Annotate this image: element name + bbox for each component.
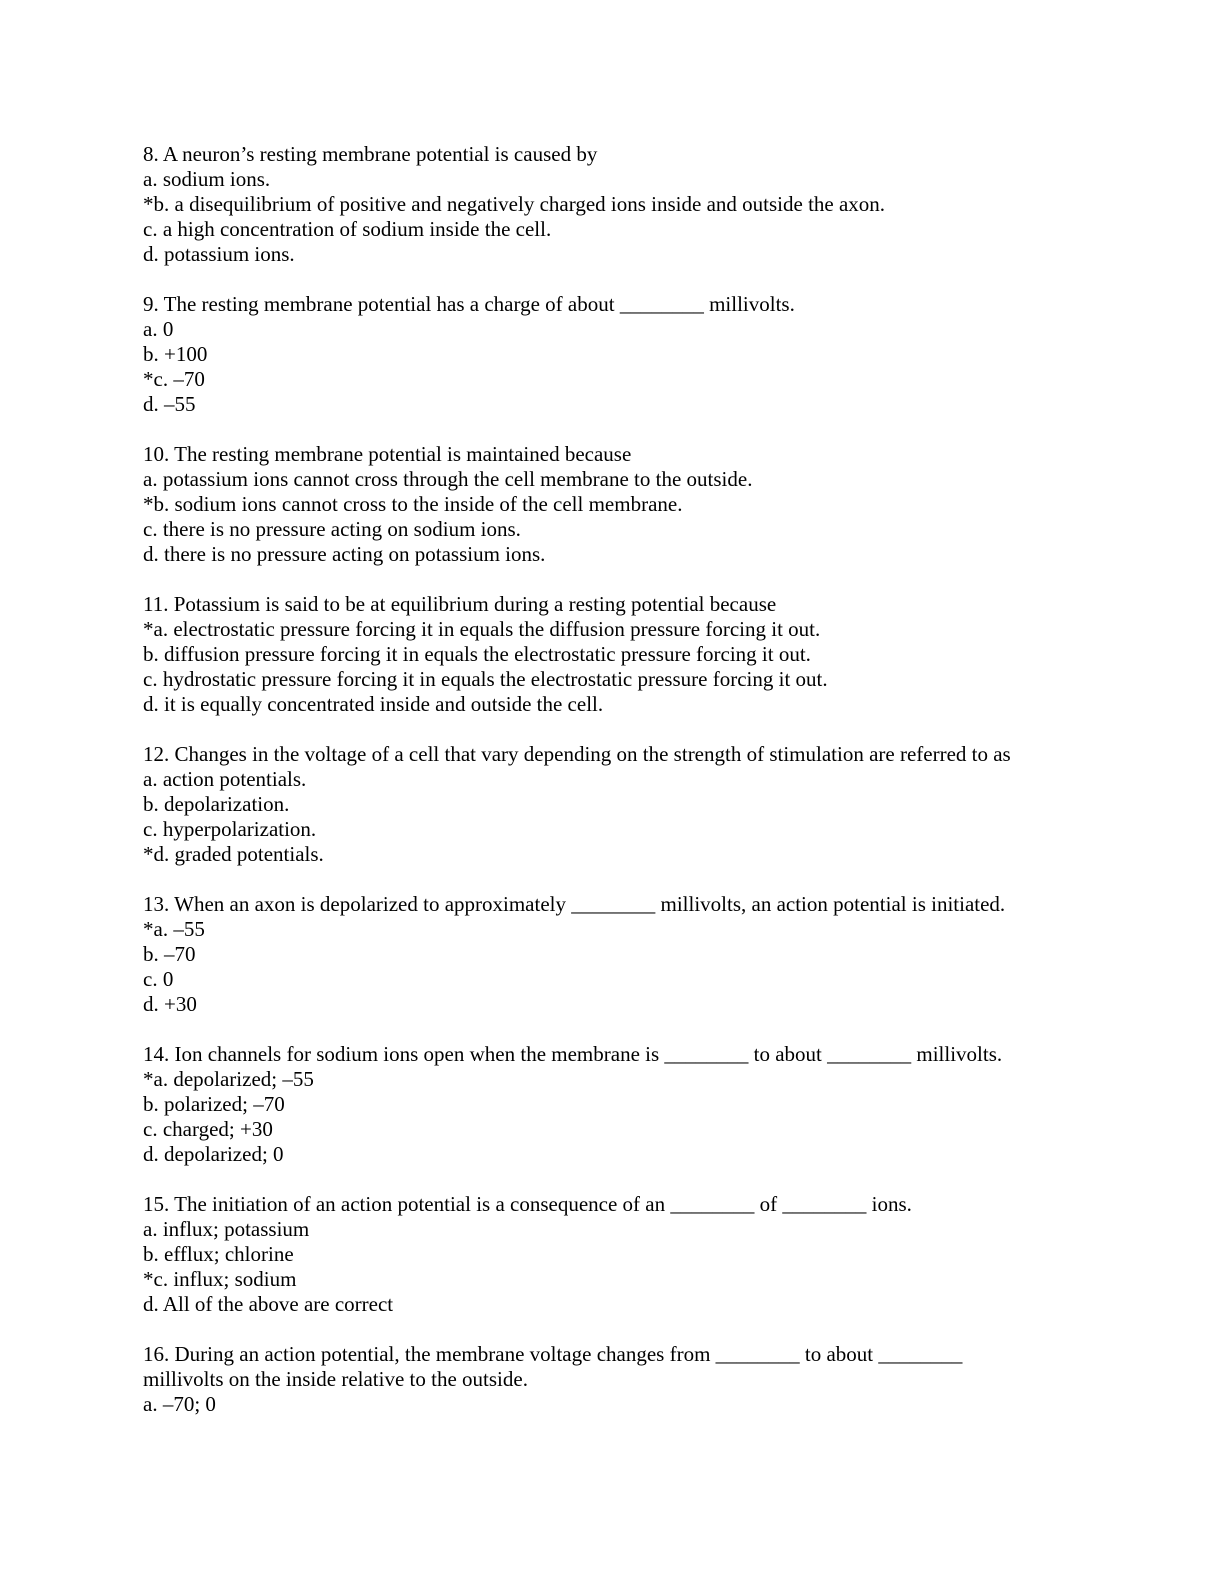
answer-option: d. there is no pressure acting on potassium ions. xyxy=(143,542,546,566)
answer-option: *a. electrostatic pressure forcing it in equals the diffusion pressure forcing it out. xyxy=(143,617,821,641)
answer-option: d. potassium ions. xyxy=(143,242,295,266)
question-text: 12. Changes in the voltage of a cell that vary depending on the strength of stimulation are referred to as xyxy=(143,742,1011,766)
quiz-page xyxy=(143,142,1143,1442)
answer-option: *c. –70 xyxy=(143,367,205,391)
question-text: 14. Ion channels for sodium ions open when the membrane is ________ to about ________ millivolts. xyxy=(143,1042,1003,1066)
answer-option: *b. a disequilibrium of positive and negatively charged ions inside and outside the axon. xyxy=(143,192,886,216)
answer-option: c. there is no pressure acting on sodium ions. xyxy=(143,517,521,541)
answer-option: d. it is equally concentrated inside and outside the cell. xyxy=(143,692,604,716)
answer-option: c. a high concentration of sodium inside the cell. xyxy=(143,217,552,241)
question-text: 16. During an action potential, the membrane voltage changes from ________ to about ________ xyxy=(143,1342,963,1366)
question-text: 11. Potassium is said to be at equilibrium during a resting potential because xyxy=(143,592,777,616)
answer-option: *c. influx; sodium xyxy=(143,1267,297,1291)
answer-option: a. potassium ions cannot cross through the cell membrane to the outside. xyxy=(143,467,753,491)
question-text: 15. The initiation of an action potential is a consequence of an ________ of ________ ions. xyxy=(143,1192,912,1216)
question-12 xyxy=(143,742,1143,867)
answer-option: c. 0 xyxy=(143,967,174,991)
answer-option: a. influx; potassium xyxy=(143,1217,310,1241)
answer-option: d. +30 xyxy=(143,992,197,1016)
answer-option: a. sodium ions. xyxy=(143,167,271,191)
question-text: 9. The resting membrane potential has a charge of about ________ millivolts. xyxy=(143,292,795,316)
answer-option: b. –70 xyxy=(143,942,196,966)
question-9 xyxy=(143,292,1143,417)
question-10 xyxy=(143,442,1143,567)
answer-option: c. hydrostatic pressure forcing it in equals the electrostatic pressure forcing it out. xyxy=(143,667,828,691)
answer-option: d. –55 xyxy=(143,392,196,416)
answer-option: c. charged; +30 xyxy=(143,1117,273,1141)
question-text-continued: millivolts on the inside relative to the outside. xyxy=(143,1367,528,1391)
question-text: 10. The resting membrane potential is maintained because xyxy=(143,442,632,466)
answer-option: a. –70; 0 xyxy=(143,1392,216,1416)
question-16 xyxy=(143,1342,1143,1417)
answer-option: *d. graded potentials. xyxy=(143,842,324,866)
question-11 xyxy=(143,592,1143,717)
question-text: 13. When an axon is depolarized to approximately ________ millivolts, an action potential is initiated. xyxy=(143,892,1006,916)
answer-option: d. All of the above are correct xyxy=(143,1292,394,1316)
answer-option: b. depolarization. xyxy=(143,792,290,816)
question-14 xyxy=(143,1042,1143,1167)
answer-option: *a. –55 xyxy=(143,917,205,941)
answer-option: b. +100 xyxy=(143,342,208,366)
question-8 xyxy=(143,142,1143,267)
question-text: 8. A neuron’s resting membrane potential is caused by xyxy=(143,142,598,166)
answer-option: c. hyperpolarization. xyxy=(143,817,317,841)
answer-option: *b. sodium ions cannot cross to the inside of the cell membrane. xyxy=(143,492,683,516)
answer-option: d. depolarized; 0 xyxy=(143,1142,284,1166)
question-13 xyxy=(143,892,1143,1017)
answer-option: b. polarized; –70 xyxy=(143,1092,285,1116)
answer-option: a. 0 xyxy=(143,317,174,341)
question-15 xyxy=(143,1192,1143,1317)
answer-option: b. diffusion pressure forcing it in equals the electrostatic pressure forcing it out. xyxy=(143,642,811,666)
answer-option: b. efflux; chlorine xyxy=(143,1242,294,1266)
answer-option: *a. depolarized; –55 xyxy=(143,1067,314,1091)
answer-option: a. action potentials. xyxy=(143,767,307,791)
